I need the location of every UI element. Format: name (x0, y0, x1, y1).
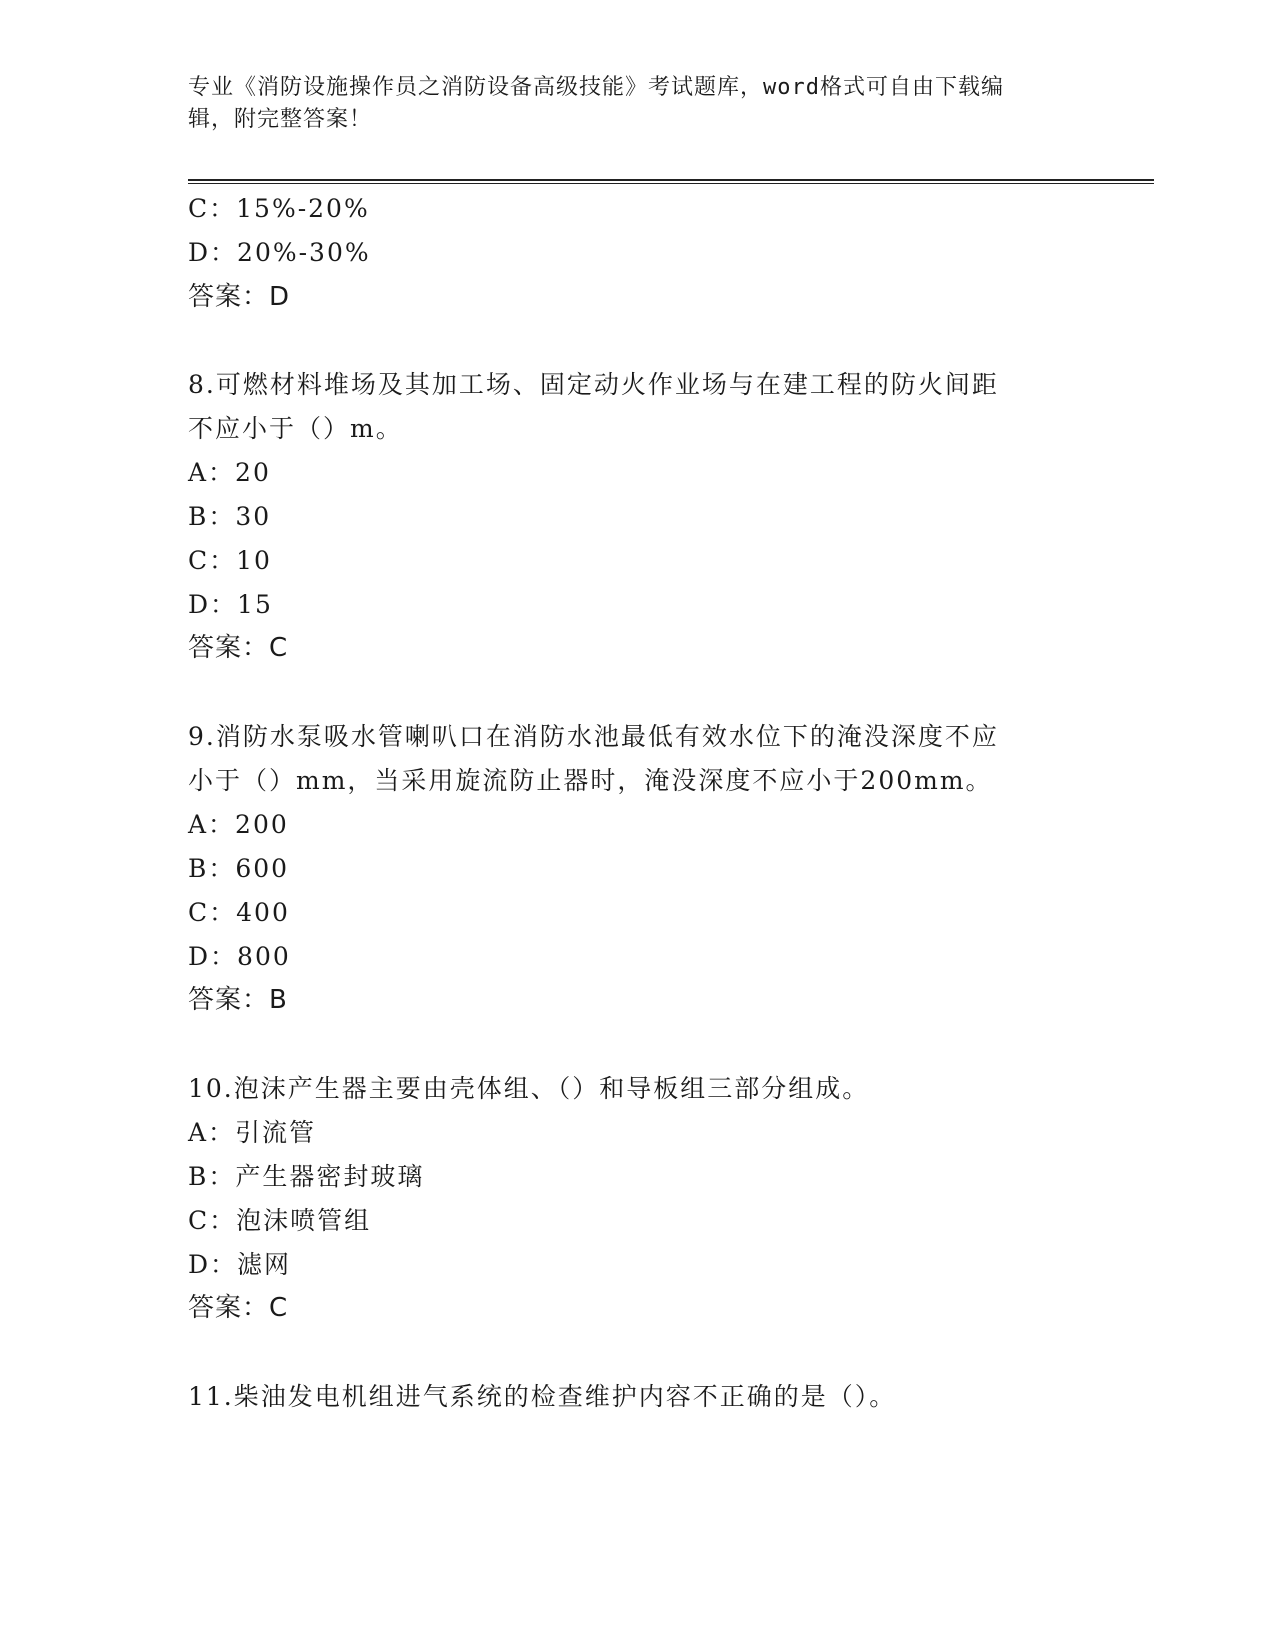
question-9-answer: 答案：B (188, 985, 288, 1015)
document-header (188, 72, 1088, 136)
question-10-option-c: C：泡沫喷管组 (188, 1206, 372, 1235)
question-8-stem-line-2: 不应小于（）m。 (188, 414, 403, 443)
header-divider-thick (188, 179, 1154, 181)
question-8-stem-line-1: 8.可燃材料堆场及其加工场、固定动火作业场与在建工程的防火间距 (188, 370, 999, 399)
question-8-option-d: D：15 (188, 590, 273, 619)
answer-line: 答案：D (188, 282, 291, 312)
header-line-1: 专业《消防设施操作员之消防设备高级技能》考试题库，word格式可自由下载编 (188, 75, 1004, 100)
header-divider-thin (188, 183, 1154, 184)
option-d: D：20%-30% (188, 238, 371, 267)
question-9-option-a: A：200 (188, 810, 289, 839)
question-10-option-a: A：引流管 (188, 1118, 317, 1147)
question-9-option-b: B：600 (188, 854, 290, 883)
question-9-stem-line-2: 小于（）mm，当采用旋流防止器时，淹没深度不应小于200mm。 (188, 766, 993, 795)
question-11-stem-line-1: 11.柴油发电机组进气系统的检查维护内容不正确的是（）。 (188, 1382, 897, 1411)
question-8-option-b: B：30 (188, 502, 272, 531)
question-9-option-c: C：400 (188, 898, 290, 927)
header-line-2: 辑，附完整答案！ (188, 107, 373, 132)
question-8-option-a: A：20 (188, 458, 271, 487)
question-8-option-c: C：10 (188, 546, 272, 575)
question-10-stem-line-1: 10.泡沫产生器主要由壳体组、（）和导板组三部分组成。 (188, 1074, 870, 1103)
question-10-option-b: B：产生器密封玻璃 (188, 1162, 425, 1191)
option-c: C：15%-20% (188, 194, 370, 223)
question-10-answer: 答案：C (188, 1293, 289, 1323)
question-10-option-d: D：滤网 (188, 1250, 292, 1279)
question-9-option-d: D：800 (188, 942, 291, 971)
question-9-stem-line-1: 9.消防水泵吸水管喇叭口在消防水池最低有效水位下的淹没深度不应 (188, 722, 999, 751)
question-8-answer: 答案：C (188, 633, 289, 663)
